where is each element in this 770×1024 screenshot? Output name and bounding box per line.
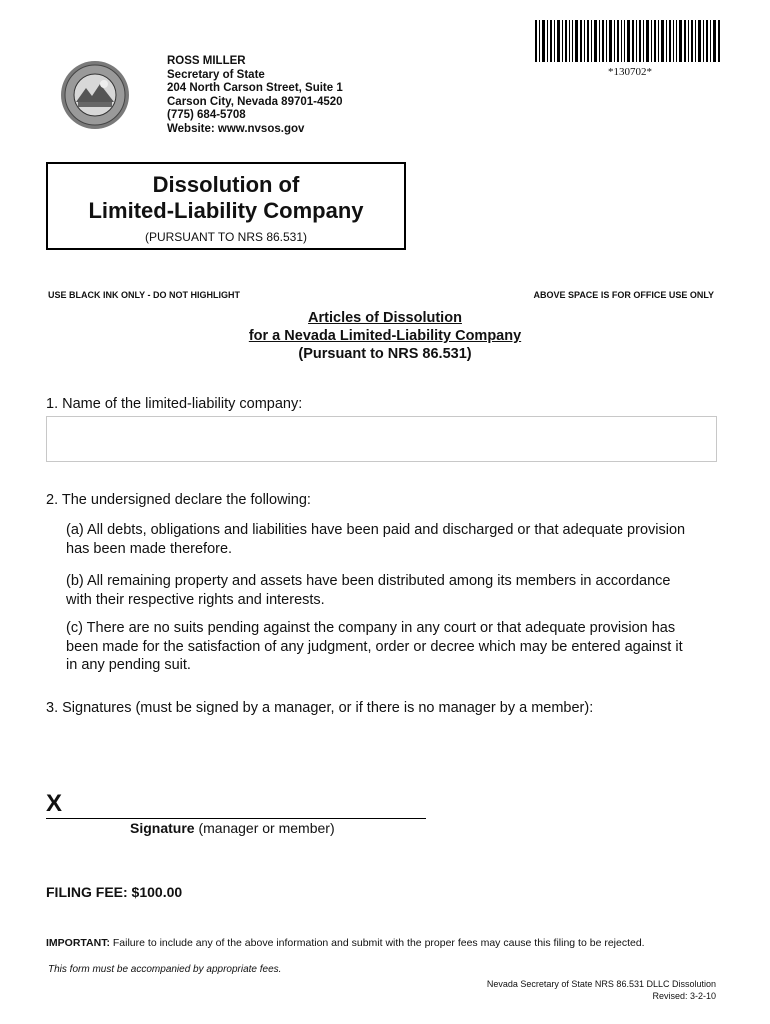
- ink-instruction: USE BLACK INK ONLY - DO NOT HIGHLIGHT: [48, 290, 241, 300]
- important-text: Failure to include any of the above information and submit with the proper fees may cause this filing to be rejected.: [109, 937, 645, 949]
- office-use-note: ABOVE SPACE IS FOR OFFICE USE ONLY: [533, 290, 714, 300]
- footer-revised-date: Revised: 3-2-10: [652, 991, 716, 1001]
- important-label: IMPORTANT:: [46, 937, 110, 949]
- form-title-box: [46, 162, 406, 250]
- secretary-title: Secretary of State: [167, 68, 265, 81]
- question-3-label: 3. Signatures (must be signed by a manager, or if there is no manager by a member):: [46, 700, 594, 716]
- secretary-of-state-header: [167, 55, 343, 136]
- secretary-name: ROSS MILLER: [167, 55, 246, 67]
- phone-number: (775) 684-5708: [167, 109, 246, 121]
- signature-x-mark: X: [46, 790, 63, 817]
- signature-label-rest: (manager or member): [194, 820, 335, 836]
- barcode-image: [535, 20, 721, 62]
- fees-note: This form must be accompanied by appropriate fees.: [48, 964, 282, 975]
- form-title-line-1: Dissolution of: [152, 172, 300, 197]
- nevada-state-seal: [60, 60, 130, 130]
- declaration-c: (c) There are no suits pending against the company in any court or that adequate provision has been made for the satisfaction of any judgment, order or decree which may be entered against it in any pending suit.: [66, 620, 683, 673]
- website: Website: www.nvsos.gov: [167, 122, 305, 135]
- address-line-1: 204 North Carson Street, Suite 1: [167, 82, 343, 94]
- signature-label-bold: Signature: [130, 820, 195, 836]
- filing-fee: FILING FEE: $100.00: [46, 884, 183, 900]
- footer-form-id: Nevada Secretary of State NRS 86.531 DLLC Dissolution: [486, 979, 716, 989]
- barcode-number: *130702*: [608, 66, 652, 78]
- company-name-field[interactable]: [46, 416, 717, 462]
- question-2-label: 2. The undersigned declare the following:: [46, 492, 311, 508]
- articles-heading-line-2: for a Nevada Limited-Liability Company: [248, 328, 522, 344]
- declaration-b: (b) All remaining property and assets have been distributed among its members in accordance with their respective rights and interests.: [66, 573, 671, 608]
- important-notice: [46, 937, 645, 949]
- articles-heading: [0, 309, 770, 363]
- question-1-label: 1. Name of the limited-liability company:: [46, 396, 303, 412]
- signature-label: [130, 820, 335, 836]
- declaration-a: (a) All debts, obligations and liabilities have been paid and discharged or that adequate provision has been made therefore.: [66, 522, 686, 557]
- articles-heading-line-3: (Pursuant to NRS 86.531): [298, 346, 472, 362]
- signature-line[interactable]: [46, 818, 426, 819]
- form-title-line-2: Limited-Liability Company: [88, 198, 364, 223]
- articles-heading-line-1: Articles of Dissolution: [308, 310, 462, 326]
- address-line-2: Carson City, Nevada 89701-4520: [167, 95, 343, 108]
- form-title-subtitle: (PURSUANT TO NRS 86.531): [144, 230, 308, 244]
